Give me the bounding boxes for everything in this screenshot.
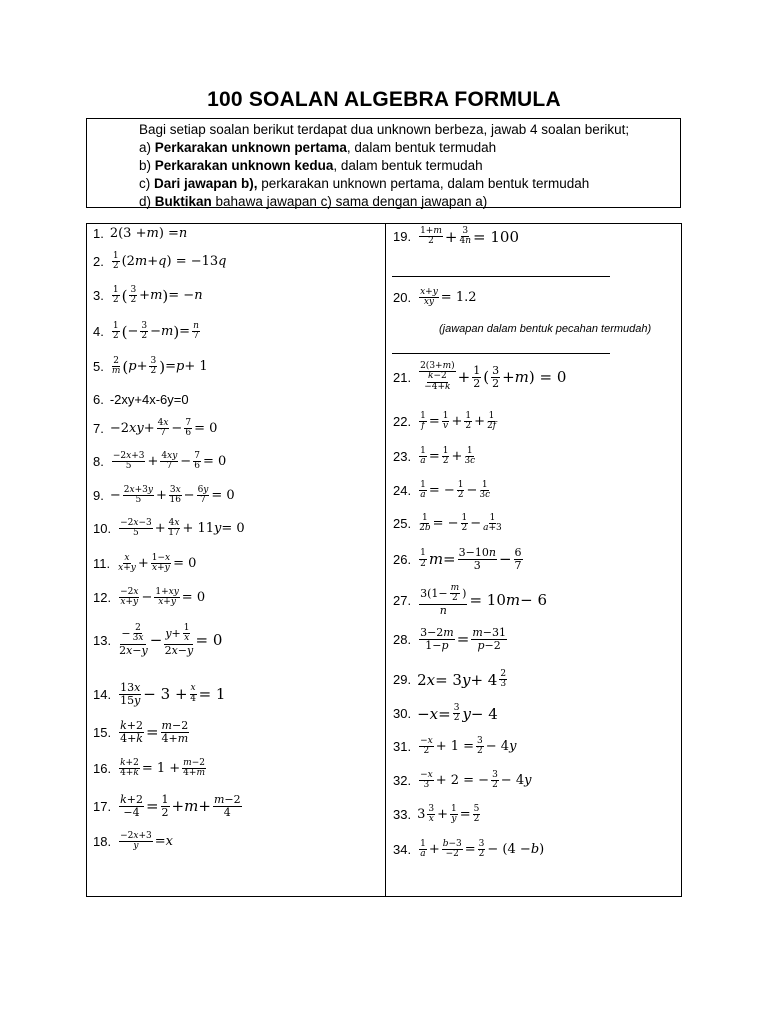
question-13: 13. − $\frac{2}{3x}$ 2x−y − y+ $\frac{1}{x}$ 2x−y = 0 [93,623,223,657]
question-15: 15. k+2 4+k = m−2 4+m [93,719,189,745]
answer-line [392,353,610,354]
page-title: 100 SOALAN ALGEBRA FORMULA [207,88,561,111]
question-4: 4. 1 2 ( − 3 2 − m ) = n 7 [93,321,199,342]
instructions-intro: Bagi setiap soalan berikut terdapat dua unknown berbeza, jawab 4 soalan berikut; [139,122,630,137]
question-23: 23. 1 a = 1 2 + 1 3c [393,446,476,467]
question-12: 12. −2x x+y − 1+xy x+y = 0 [93,587,206,608]
instruction-d: d) Buktikan bahawa jawapan c) sama dengan jawapan a) [139,194,488,209]
answer-line [392,276,610,277]
question-22: 22. 1 f = 1 v + 1 2 + 1 2f [393,411,497,432]
question-27: 27. 3(1− $\frac{m}{2}$ ) n = 10 m − 6 [393,583,547,617]
question-10: 10. −2x−3 5 + 4x 17 + 11 y = 0 [93,518,245,539]
question-1: 1. 2(3 + m ) = n [93,226,188,241]
instruction-b: b) Perkarakan unknown kedua, dalam bentuk termudah [139,158,483,173]
question-26: 26. 1 2 m = 3−10n 3 − 6 7 [393,546,522,572]
question-8: 8. −2x+3 5 + 4xy 7 − 7 6 = 0 [93,451,227,472]
instructions-box [86,118,681,208]
question-14: 14. 13x 15y − 3 + x 4 = 1 [93,681,226,707]
question-19: 19. 1+m 2 + 3 4n = 100 [393,226,519,247]
question-2: 2. 1 2 (2 m + q ) = −13 q [93,251,227,272]
question-31: 31. −x 2 + 1 = 3 2 − 4 y [393,736,517,757]
question-29: 29. 2 x = 3 y + 4 2 3 [393,669,507,690]
question-34: 34. 1 a + b−3 −2 = 3 2 − (4 − b ) [393,839,545,860]
question-6: 6. -2xy+4x-6y=0 [93,392,189,407]
question-17: 17. k+2 −4 = 1 2 + m + m−2 4 [93,793,241,819]
question-32: 32. −x 3 + 2 = − 3 2 − 4 y [393,770,532,791]
question-5: 5. 2 m ( p + 3 2 ) = p + 1 [93,356,208,377]
question-9: 9. − 2x+3y 5 + 3x 16 − 6y 7 = 0 [93,485,235,506]
question-24: 24. 1 a = − 1 2 − 1 3c [393,480,491,501]
question-25: 25. 1 2b = − 1 2 − 1 a+3 [393,513,502,534]
question-18: 18. −2x+3 y = x [93,831,173,852]
question-30: 30. − x = 3 2 y − 4 [393,703,498,724]
question-11: 11. x x+y + 1−x x+y = 0 [93,553,197,574]
instruction-c: c) Dari jawapan b), perkarakan unknown pertama, dalam bentuk termudah [139,176,590,191]
question-21: 21. 2(3+m) $\frac{k-2}{-4+k}$ + 1 2 ( 3 2 + m ) = 0 [393,361,567,392]
note-20: (jawapan dalam bentuk pecahan termudah) [439,323,652,335]
question-20: 20. x+y xy = 1.2 [393,287,477,308]
instruction-a: a) Perkarakan unknown pertama, dalam bentuk termudah [139,140,497,155]
question-28: 28. 3−2m 1−p = m−31 p−2 [393,626,506,652]
question-33: 33. 3 3 x + 1 y = 5 2 [393,804,480,825]
column-divider [385,224,386,896]
question-3: 3. 1 2 ( 3 2 + m ) = − n [93,285,203,306]
question-16: 16. k+2 4+k = 1 + m−2 4+m [93,758,205,779]
question-7: 7. −2 xy + 4x 7 − 7 6 = 0 [93,418,218,439]
questions-table [86,223,682,897]
